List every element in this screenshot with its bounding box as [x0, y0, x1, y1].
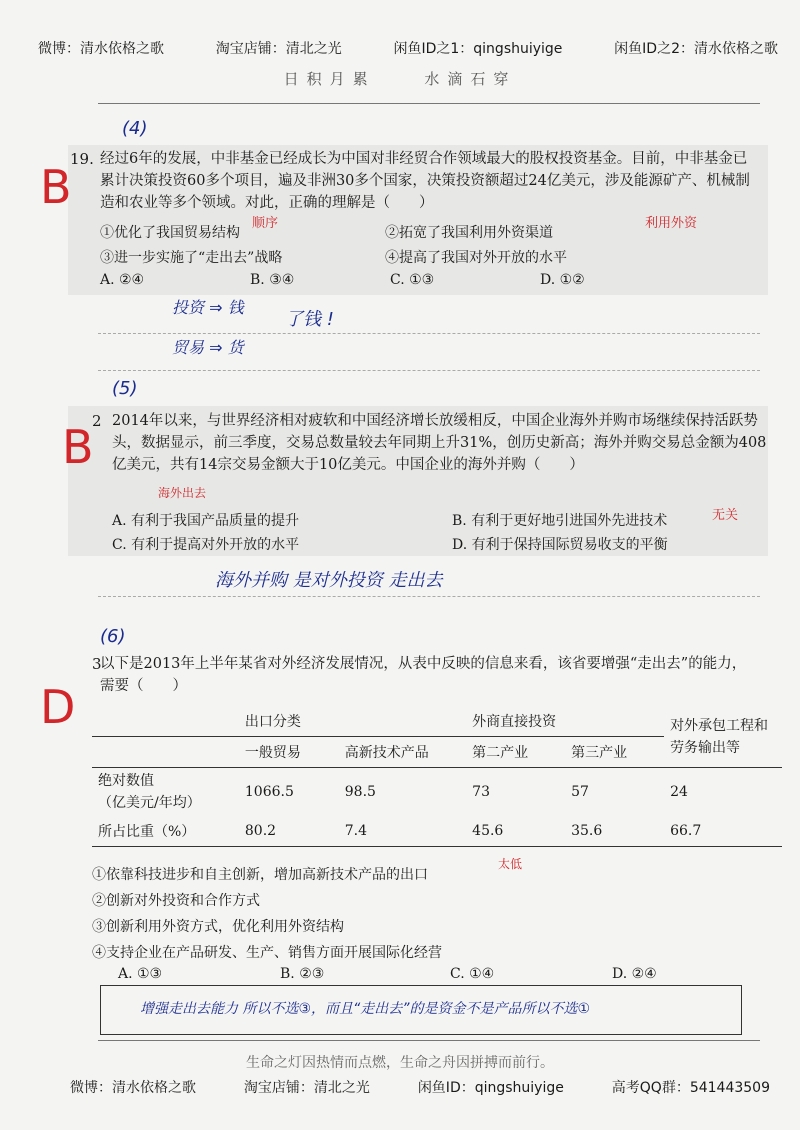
- q19-option-2: ②拓宽了我国利用外资渠道: [385, 225, 553, 241]
- q19-option-3: ③进一步实施了“走出去”战略: [100, 250, 283, 266]
- q20-option-a: A. 有利于我国产品质量的提升: [112, 513, 300, 529]
- table-sub-secondary: 第二产业: [472, 745, 529, 761]
- table-cell: 35.6: [571, 823, 603, 839]
- q19-number: 19.: [70, 150, 94, 168]
- q21-stem: 以下是2013年上半年某省对外经济发展情况，从表中反映的信息来看，该省要增强“走出去”的能力，需要（ ）: [100, 656, 747, 694]
- q20-option-b: B. 有利于更好地引进国外先进技术: [452, 513, 668, 529]
- table-row: [92, 768, 782, 817]
- q21-red-note: 太低: [498, 857, 523, 871]
- q19-note-1: 投资 ⇒ 钱: [172, 298, 244, 317]
- page-header: [38, 38, 778, 58]
- q21-option-2: ②创新对外投资和合作方式: [92, 893, 260, 909]
- header-rule: [98, 103, 760, 104]
- q19-option-1: ①优化了我国贸易结构: [100, 225, 240, 241]
- q19-note-2: 贸易 ⇒ 货: [172, 338, 244, 357]
- q19-option-4: ④提高了我国对外开放的水平: [385, 250, 567, 266]
- q21-choice-d: D. ②④: [612, 966, 657, 982]
- q21-note: 增强走出去能力 所以不选③，而且“走出去”的是资金不是产品所以不选①: [140, 1001, 591, 1017]
- q19-note-3: 了钱 !: [285, 309, 334, 330]
- motto: 日积月累 水滴石穿: [283, 70, 517, 88]
- q20-answer-line-1: [98, 596, 760, 597]
- page-footer: [70, 1077, 770, 1097]
- q21-option-3: ③创新利用外资方式，优化利用外资结构: [92, 919, 344, 935]
- table-cell: 73: [472, 784, 490, 800]
- header-xianyu-1: 闲鱼ID之1：qingshuiyige: [393, 41, 563, 57]
- table-row2-label: 所占比重（%）: [98, 824, 196, 840]
- table-cell: 24: [670, 784, 688, 800]
- q19-answer-line-1: [98, 333, 760, 334]
- table-sub-general: 一般贸易: [244, 745, 301, 761]
- q19-answer-line-2: [98, 370, 760, 371]
- q21-choice-c: C. ①④: [450, 966, 495, 982]
- q20-number: 2: [92, 412, 102, 430]
- table-cell: 66.7: [670, 823, 702, 839]
- table-group-contract: 对外承包工程和劳务输出等: [670, 717, 769, 756]
- q19-answer-mark: B: [40, 160, 72, 214]
- header-taobao: 淘宝店铺：清北之光: [215, 41, 342, 57]
- table-cell: 45.6: [472, 823, 504, 839]
- footer-xianyu: 闲鱼ID：qingshuiyige: [417, 1080, 564, 1096]
- table-row: [92, 816, 782, 847]
- q21-table: [92, 706, 782, 847]
- table-cell: 57: [571, 784, 589, 800]
- q20-option-c: C. 有利于提高对外开放的水平: [112, 537, 300, 553]
- footer-slogan: 生命之灯因热情而点燃，生命之舟因拼搏而前行。: [246, 1055, 554, 1071]
- footer-taobao: 淘宝店铺：清北之光: [243, 1080, 370, 1096]
- q21-answer-mark: D: [40, 680, 76, 734]
- q19-choice-c: C. ①③: [390, 272, 435, 288]
- q21-option-1: ①依靠科技进步和自主创新，增加高新技术产品的出口: [92, 867, 428, 883]
- footer-qq-group: 高考QQ群：541443509: [611, 1080, 770, 1096]
- q19-stem: 经过6年的发展，中非基金已经成长为中国对非经贸合作领域最大的股权投资基金。目前，中非基金已累计决策投资60多个项目，遍及非洲30多个国家，决策投资额超过24亿美元，涉及能源矿产、机械制造和农业等多个领域。对此，正确的理解是（ ）: [100, 151, 750, 211]
- q20-stem: 2014年以来，与世界经济相对疲软和中国经济增长放缓相反，中国企业海外并购市场继续保持活跃势头，数据显示，前三季度，交易总数量较去年同期上升31%，创历史新高；海外并购交易总金额为408亿美元，共有14宗交易金额大于10亿美元。中国企业的海外并购（ ）: [112, 413, 767, 473]
- q21-mark: (6): [100, 626, 126, 647]
- header-xianyu-2: 闲鱼ID之2：清水依格之歌: [614, 41, 778, 57]
- q19-choice-b: B. ③④: [250, 272, 295, 288]
- footer-rule: [98, 1040, 760, 1041]
- table-cell: 98.5: [344, 784, 376, 800]
- q19-mark: (4): [122, 118, 148, 139]
- q21-choice-a: A. ①③: [118, 966, 163, 982]
- table-cell: 1066.5: [244, 784, 294, 800]
- table-sub-tertiary: 第三产业: [571, 745, 628, 761]
- table-sub-hightech: 高新技术产品: [344, 745, 429, 761]
- q19-red-note-1: 顺序: [252, 216, 279, 231]
- table-cell: 80.2: [244, 823, 277, 839]
- header-weibo: 微博：清水依格之歌: [38, 41, 164, 57]
- q20-answer-mark: B: [62, 420, 94, 474]
- table-cell: 7.4: [344, 823, 368, 839]
- footer-weibo: 微博：清水依格之歌: [70, 1080, 196, 1096]
- q21-number: 3: [92, 655, 102, 673]
- table-group-export: 出口分类: [244, 714, 301, 730]
- q21-choice-b: B. ②③: [280, 966, 325, 982]
- q19-red-note-2: 利用外资: [645, 216, 698, 231]
- q19-choice-a: A. ②④: [100, 272, 145, 288]
- table-group-fdi: 外商直接投资: [472, 714, 557, 730]
- table-row1-unit: （亿美元/年均）: [98, 795, 201, 811]
- q20-note: 海外并购 是对外投资 走出去: [215, 570, 443, 591]
- q21-option-4: ④支持企业在产品研发、生产、销售方面开展国际化经营: [92, 945, 442, 961]
- q20-red-note-1: 海外出去: [158, 486, 207, 500]
- q21-table-wrap: [92, 706, 782, 847]
- table-row1-label: 绝对数值: [98, 773, 154, 789]
- q20-red-note-2: 无关: [712, 508, 739, 523]
- q20-mark: (5): [112, 378, 138, 399]
- q20-option-d: D. 有利于保持国际贸易收支的平衡: [452, 537, 668, 553]
- q19-choice-d: D. ①②: [540, 272, 585, 288]
